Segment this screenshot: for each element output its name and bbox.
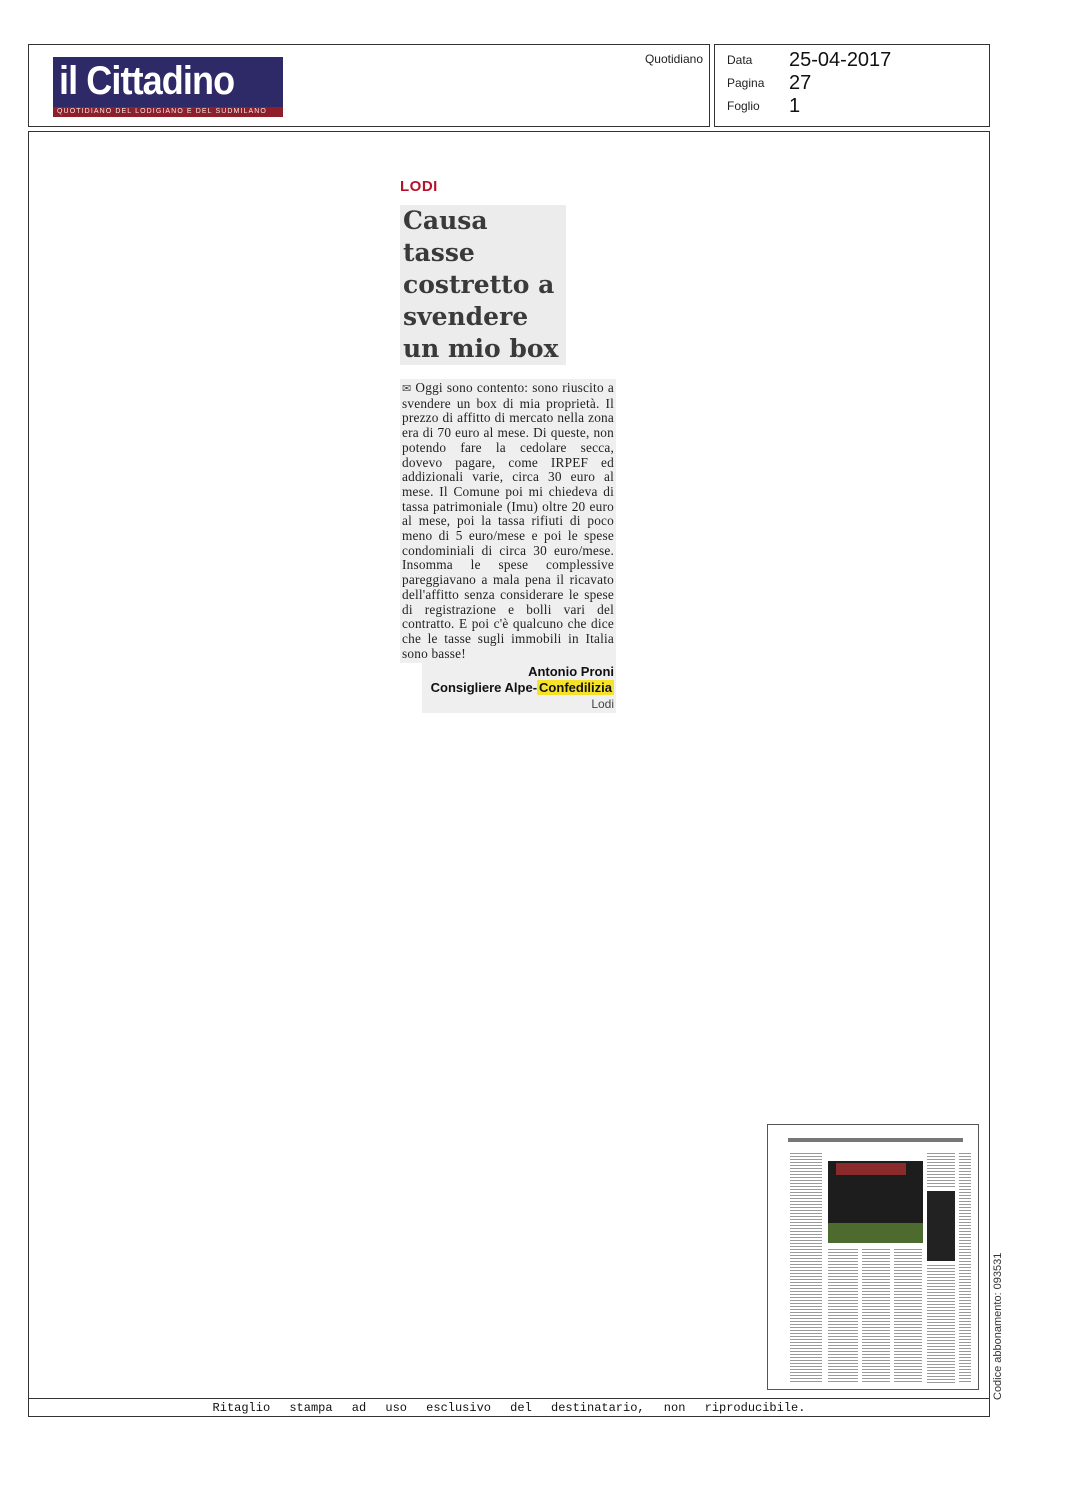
article-headline: Causa tasse costretto a svendere un mio box bbox=[400, 205, 566, 365]
author-city: Lodi bbox=[591, 697, 614, 712]
article-clipping bbox=[400, 178, 616, 713]
thumbnail-column bbox=[862, 1249, 890, 1383]
pagina-label: Pagina bbox=[727, 76, 765, 90]
thumbnail-column bbox=[927, 1153, 955, 1187]
page-thumbnail bbox=[767, 1124, 979, 1390]
data-value: 25-04-2017 bbox=[789, 49, 892, 71]
foglio-value: 1 bbox=[789, 95, 801, 117]
newspaper-logo bbox=[53, 57, 283, 117]
thumbnail-photo-grass bbox=[828, 1223, 923, 1243]
logo-title: il Cittadino bbox=[59, 59, 235, 103]
thumbnail-column bbox=[828, 1249, 858, 1383]
data-label: Data bbox=[727, 53, 753, 67]
subscription-code: Codice abbonamento: 093531 bbox=[992, 1252, 1004, 1400]
foglio-label: Foglio bbox=[727, 99, 760, 113]
article-kicker: LODI bbox=[400, 178, 438, 195]
thumbnail-header-bar bbox=[788, 1138, 963, 1142]
highlighted-organization: Confedilizia bbox=[539, 680, 612, 696]
thumbnail-column bbox=[927, 1265, 955, 1383]
author-name: Antonio Proni bbox=[528, 664, 614, 680]
article-signature bbox=[422, 663, 616, 713]
thumbnail-dark-box bbox=[927, 1191, 955, 1261]
header-meta-box bbox=[714, 44, 990, 127]
letter-mark-icon: ✉ bbox=[402, 383, 412, 395]
thumbnail-column bbox=[790, 1153, 822, 1383]
logo-subtitle: QUOTIDIANO DEL LODIGIANO E DEL SUDMILANO bbox=[57, 108, 267, 115]
author-role-prefix: Consigliere Alpe- bbox=[430, 680, 538, 696]
article-body bbox=[400, 379, 616, 663]
publication-type: Quotidiano bbox=[644, 52, 703, 66]
thumbnail-photo-roof bbox=[836, 1163, 906, 1175]
thumbnail-column bbox=[959, 1153, 971, 1383]
footer-notice: Ritaglio stampa ad uso esclusivo del destinatario, non riproducibile. bbox=[28, 1398, 990, 1417]
author-role bbox=[424, 680, 614, 696]
pagina-value: 27 bbox=[789, 72, 812, 94]
thumbnail-column bbox=[894, 1249, 922, 1383]
article-body-text: Oggi sono contento: sono riuscito a svendere un box di mia proprietà. Il prezzo di affitto di mercato nella zona era di 70 euro al mese. Di queste, non potendo fare la cedolare secca, dovevo pagare, come IRPEF ed addizionali varie, circa 30 euro al mese. Il Comune poi mi chiedeva di tassa patrimoniale (Imu) oltre 20 euro al mese, poi la tassa rifiuti di poco meno di 5 euro/mese e poi le spese condominiali di circa 30 euro/mese. Insomma le spese complessive pareggiavano a mala pena il ricavato dell'affitto senza considerare le spese di registrazione e bolli vari del contratto. E poi c'è qualcuno che dice che le tasse sugli immobili in Italia sono basse! bbox=[402, 380, 614, 661]
header-left-box bbox=[28, 44, 710, 127]
thumbnail-photo bbox=[828, 1161, 923, 1243]
